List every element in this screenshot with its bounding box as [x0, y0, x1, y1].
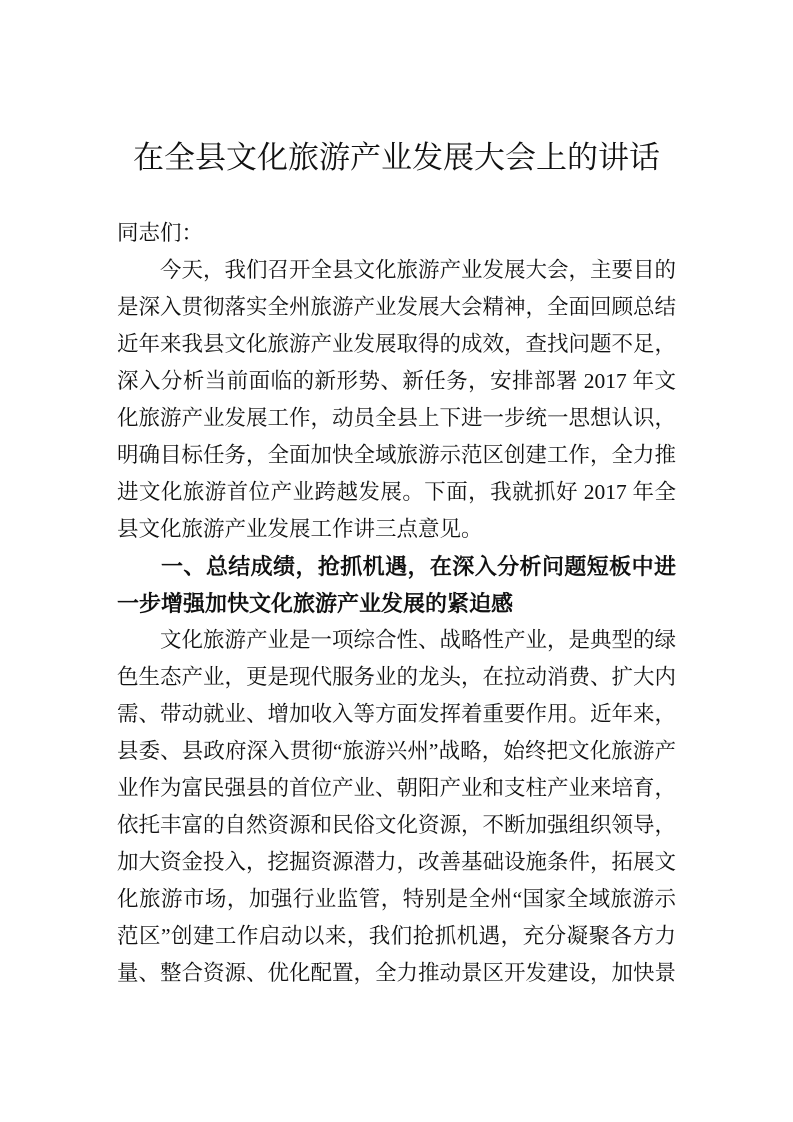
paragraph: 今天，我们召开全县文化旅游产业发展大会，主要目的是深入贯彻落实全州旅游产业发展大会精神，全面回顾总结近年来我县文化旅游产业发展取得的成效，查找问题不足，深入分析当前面临的新形势、新任务，安排部署 2017 年文化旅游产业发展工作，动员全县上下进一步统一思想认识，明确目标任务，全面加快全域旅游示范区创建工作，全力推进文化旅游首位产业跨越发展。下面，我就抓好 2017 年全县文化旅游产业发展工作讲三点意见。: [117, 258, 677, 541]
paragraph: 文化旅游产业是一项综合性、战略性产业，是典型的绿色生态产业，更是现代服务业的龙头，在拉动消费、扩大内需、带动就业、增加收入等方面发挥着重要作用。近年来，县委、县政府深入贯彻“旅游兴州”战略，始终把文化旅游产业作为富民强县的首位产业、朝阳产业和支柱产业来培育，依托丰富的自然资源和民俗文化资源，不断加强组织领导，加大资金投入，挖掘资源潜力，改善基础设施条件，拓展文化旅游市场，加强行业监管，特别是全州“国家全域旅游示范区”创建工作启动以来，我们抢抓机遇，充分凝聚各方力量、整合资源、优化配置，全力推动景区开发建设，加快景: [117, 628, 677, 985]
document-title: 在全县文化旅游产业发展大会上的讲话: [133, 140, 660, 175]
document-paragraphs: [117, 252, 676, 992]
document-body: [117, 215, 676, 992]
salutation: 同志们：: [117, 221, 204, 245]
section-heading: 一、总结成绩，抢抓机遇，在深入分析问题短板中进一步增强加快文化旅游产业发展的紧迫感: [117, 554, 676, 616]
